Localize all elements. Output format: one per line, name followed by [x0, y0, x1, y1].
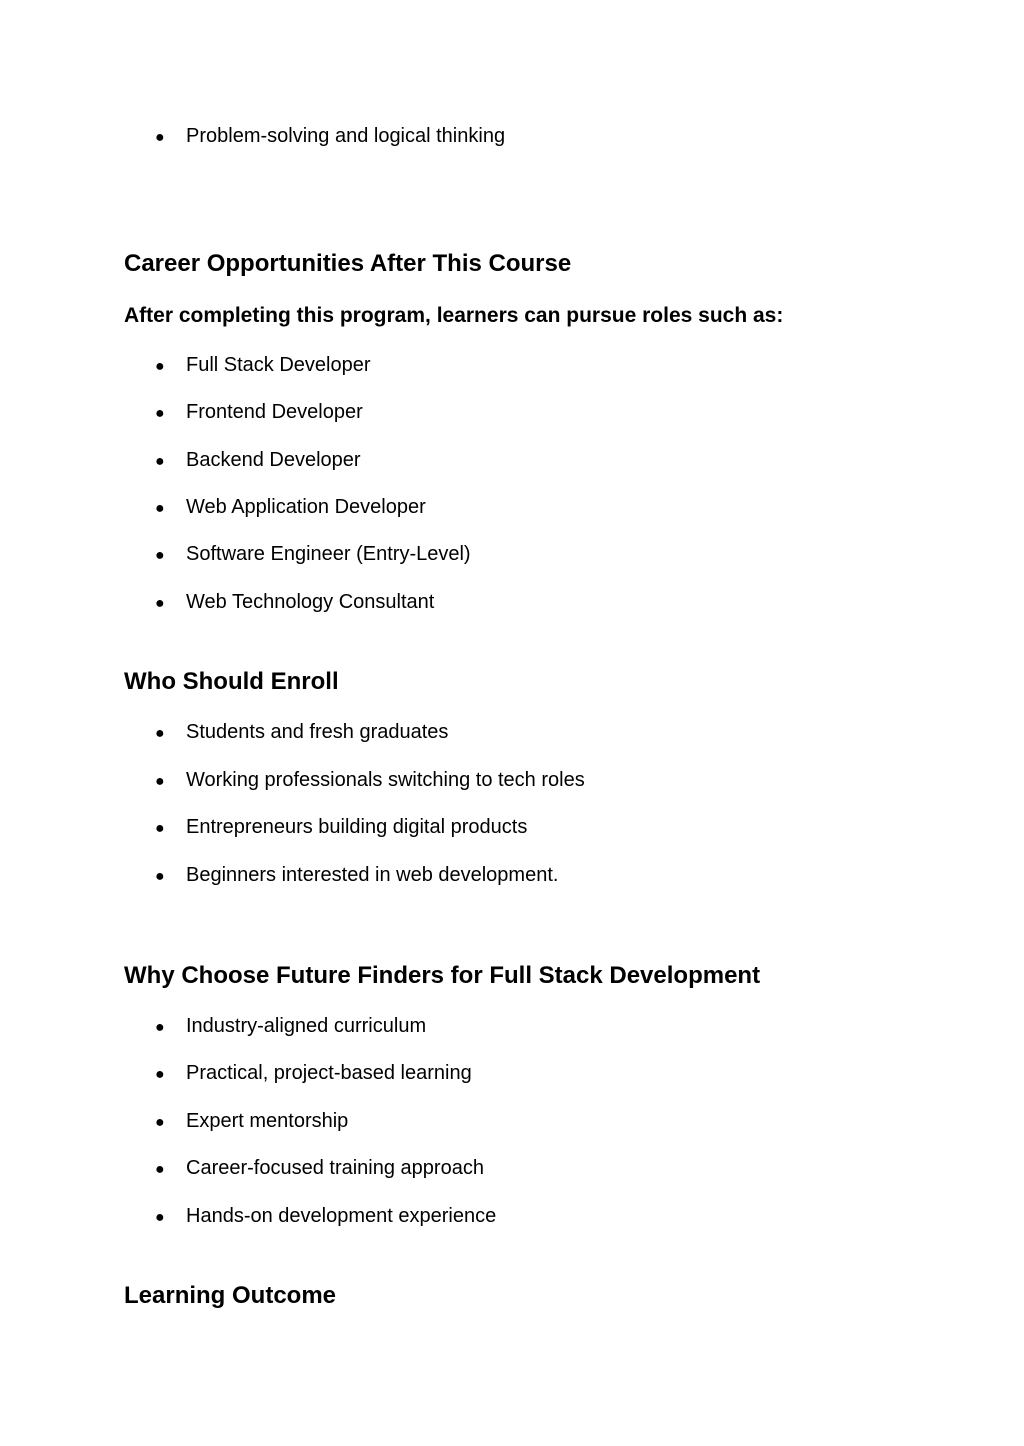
list-item	[155, 863, 558, 889]
bullet-icon: ●	[155, 868, 165, 885]
bullet-icon: ●	[155, 595, 165, 612]
list-item-text: Students and fresh graduates	[186, 721, 449, 743]
bullet-icon: ●	[155, 129, 165, 146]
list-item-text: Hands-on development experience	[186, 1205, 497, 1227]
list-item-text: Software Engineer (Entry-Level)	[186, 543, 471, 565]
list-item-text: Backend Developer	[186, 449, 361, 471]
list-item	[155, 400, 363, 426]
list-item-text: Beginners interested in web development.	[186, 864, 559, 886]
list-item	[155, 353, 371, 379]
bullet-icon: ●	[155, 1019, 165, 1036]
list-item	[155, 590, 434, 616]
list-item-text: Problem-solving and logical thinking	[186, 125, 506, 147]
list-item	[155, 1204, 496, 1230]
section-heading: Who Should Enroll	[124, 668, 339, 695]
section-heading: Career Opportunities After This Course	[124, 250, 572, 277]
list-item	[155, 1156, 484, 1182]
list-item-text: Industry-aligned curriculum	[186, 1015, 427, 1037]
bullet-icon: ●	[155, 1209, 165, 1226]
bullet-icon: ●	[155, 405, 165, 422]
section-heading: Why Choose Future Finders for Full Stack Development	[124, 962, 761, 989]
bullet-icon: ●	[155, 1066, 165, 1083]
list-item-text: Entrepreneurs building digital products	[186, 816, 528, 838]
list-item-text: Practical, project-based learning	[186, 1062, 472, 1084]
list-item	[155, 495, 426, 521]
list-item	[155, 542, 471, 568]
list-item-text: Career-focused training approach	[186, 1157, 484, 1179]
bullet-icon: ●	[155, 1161, 165, 1178]
list-item	[155, 124, 505, 150]
list-item-text: Working professionals switching to tech roles	[186, 769, 585, 791]
list-item-text: Expert mentorship	[186, 1110, 349, 1132]
bullet-icon: ●	[155, 820, 165, 837]
list-item	[155, 448, 361, 474]
bullet-icon: ●	[155, 773, 165, 790]
bullet-icon: ●	[155, 725, 165, 742]
bullet-icon: ●	[155, 500, 165, 517]
section-intro: After completing this program, learners can pursue roles such as:	[124, 304, 784, 327]
list-item	[155, 768, 585, 794]
list-item	[155, 720, 448, 746]
list-item-text: Full Stack Developer	[186, 354, 371, 376]
bullet-icon: ●	[155, 1114, 165, 1131]
list-item	[155, 815, 527, 841]
list-item	[155, 1014, 426, 1040]
bullet-icon: ●	[155, 547, 165, 564]
section-heading: Learning Outcome	[124, 1282, 337, 1309]
list-item	[155, 1109, 348, 1135]
list-item-text: Web Application Developer	[186, 496, 426, 518]
bullet-icon: ●	[155, 358, 165, 375]
list-item	[155, 1061, 472, 1087]
list-item-text: Web Technology Consultant	[186, 591, 435, 613]
bullet-icon: ●	[155, 453, 165, 470]
list-item-text: Frontend Developer	[186, 401, 363, 423]
